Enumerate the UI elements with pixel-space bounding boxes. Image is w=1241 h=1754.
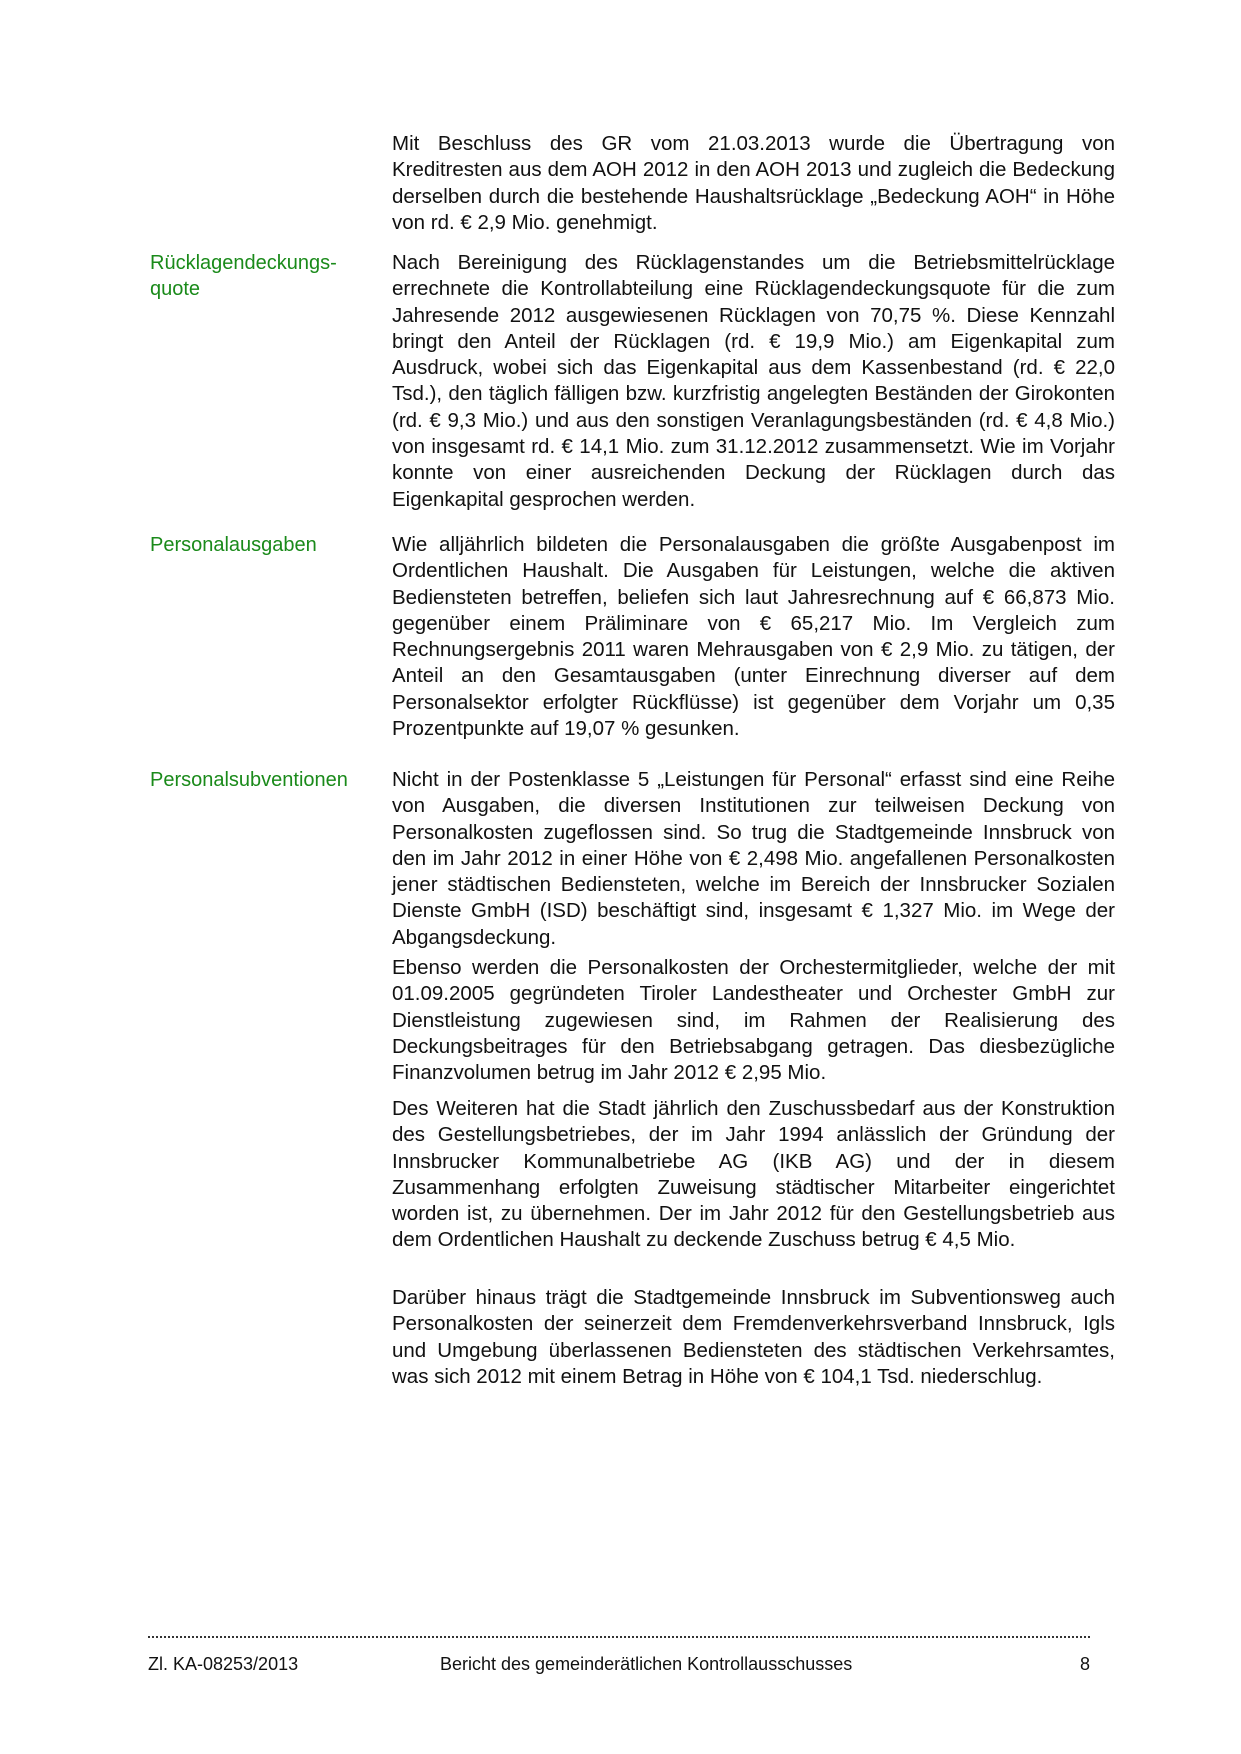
margin-note-line: quote — [150, 278, 201, 300]
paragraph-personalausgaben: Wie alljährlich bildeten die Personalausgaben die größte Ausgabenpost im Ordentlichen Haushalt. Die Ausgaben für Leistungen, welche die aktiven Bediensteten betreffen, beliefen sich laut Jahresrechnung auf € 66,873 Mio. gegenüber einem Präliminare von € 65,217 Mio. Im Vergleich zum Rechnungsergebnis 2011 waren Mehrausgaben von € 2,9 Mio. zu tätigen, der Anteil an den Gesamtausgaben (unter Einrechnung diverser auf dem Personalsektor erfolgter Rückflüsse) ist gegenüber dem Vorjahr um 0,35 Prozentpunkte auf 19,07 % gesunken. — [392, 533, 1115, 741]
paragraph-verkehrsamt: Darüber hinaus trägt die Stadtgemeinde Innsbruck im Subventionsweg auch Personalkosten der seinerzeit dem Fremdenverkehrsverband Innsbruck, Igls und Umgebung überlassenen Bediensteten des städtischen Verkehrsamtes, was sich 2012 mit einem Betrag in Höhe von € 104,1 Tsd. niederschlug. — [392, 1286, 1115, 1388]
paragraph-ruecklagendeckungsquote: Nach Bereinigung des Rücklagenstandes um die Betriebsmittelrücklage errechnete die Kontrollabteilung eine Rücklagendeckungsquote für die zum Jahresende 2012 ausgewiesenen Rücklagen von 70,75 %. Diese Kennzahl bringt den Anteil der Rücklagen (rd. € 19,9 Mio.) am Eigenkapital zum Ausdruck, wobei sich das Eigenkapital aus dem Kassenbestand (rd. € 22,0 Tsd.), den täglich fälligen bzw. kurzfristig angelegten Beständen der Girokonten (rd. € 9,3 Mio.) und aus den sonstigen Veranlagungsbeständen (rd. € 4,8 Mio.) von insgesamt rd. € 14,1 Mio. zum 31.12.2012 zusammensetzt. Wie im Vorjahr konnte von einer ausreichenden Deckung der Rücklagen durch das Eigenkapital gesprochen werden. — [392, 251, 1115, 511]
footer-reference: Zl. KA-08253/2013 — [148, 1654, 299, 1674]
paragraph-gestellungsbetrieb: Des Weiteren hat die Stadt jährlich den Zuschussbedarf aus der Konstruktion des Gestellungsbetriebes, der im Jahr 1994 anlässlich der Gründung der Innsbrucker Kommunalbetriebe AG (IKB AG) und der in diesem Zusammenhang erfolgten Zuweisung städtischer Mitarbeiter eingerichtet worden ist, zu übernehmen. Der im Jahr 2012 für den Gestellungsbetrieb aus dem Ordentlichen Haushalt zu deckende Zuschuss betrug € 4,5 Mio. — [392, 1097, 1115, 1252]
margin-note-personalsubventionen: Personalsubventionen — [150, 769, 348, 791]
footer-title: Bericht des gemeinderätlichen Kontrollausschusses — [440, 1654, 853, 1674]
paragraph-orchester: Ebenso werden die Personalkosten der Orchestermitglieder, welche der mit 01.09.2005 gegründeten Tiroler Landestheater und Orchester GmbH zur Dienstleistung zugewiesen sind, im Rahmen der Realisierung des Deckungsbeitrages für den Betriebsabgang getragen. Das diesbezügliche Finanzvolumen betrug im Jahr 2012 € 2,95 Mio. — [392, 956, 1115, 1085]
margin-note-ruecklagendeckungsquote — [150, 250, 375, 302]
paragraph-kreditreste: Mit Beschluss des GR vom 21.03.2013 wurde die Übertragung von Kreditresten aus dem AOH 2012 in den AOH 2013 und zugleich die Bedeckung derselben durch die bestehende Haushaltsrücklage „Bedeckung AOH“ in Höhe von rd. € 2,9 Mio. genehmigt. — [392, 132, 1115, 234]
margin-note-personalausgaben: Personalausgaben — [150, 534, 317, 556]
paragraph-personalsubventionen: Nicht in der Postenklasse 5 „Leistungen für Personal“ erfasst sind eine Reihe von Ausgaben, die diversen Institutionen zur teilweisen Deckung von Personalkosten zugeflossen sind. So trug die Stadtgemeinde Innsbruck von den im Jahr 2012 in einer Höhe von € 2,498 Mio. angefallenen Personalkosten jener städtischen Bediensteten, welche im Bereich der Innsbrucker Sozialen Dienste GmbH (ISD) beschäftigt sind, insgesamt € 1,327 Mio. im Wege der Abgangsdeckung. — [392, 768, 1115, 949]
margin-note-line: Rücklagendeckungs- — [150, 252, 337, 274]
footer-divider — [148, 1636, 1090, 1638]
page-number: 8 — [1079, 1654, 1090, 1674]
